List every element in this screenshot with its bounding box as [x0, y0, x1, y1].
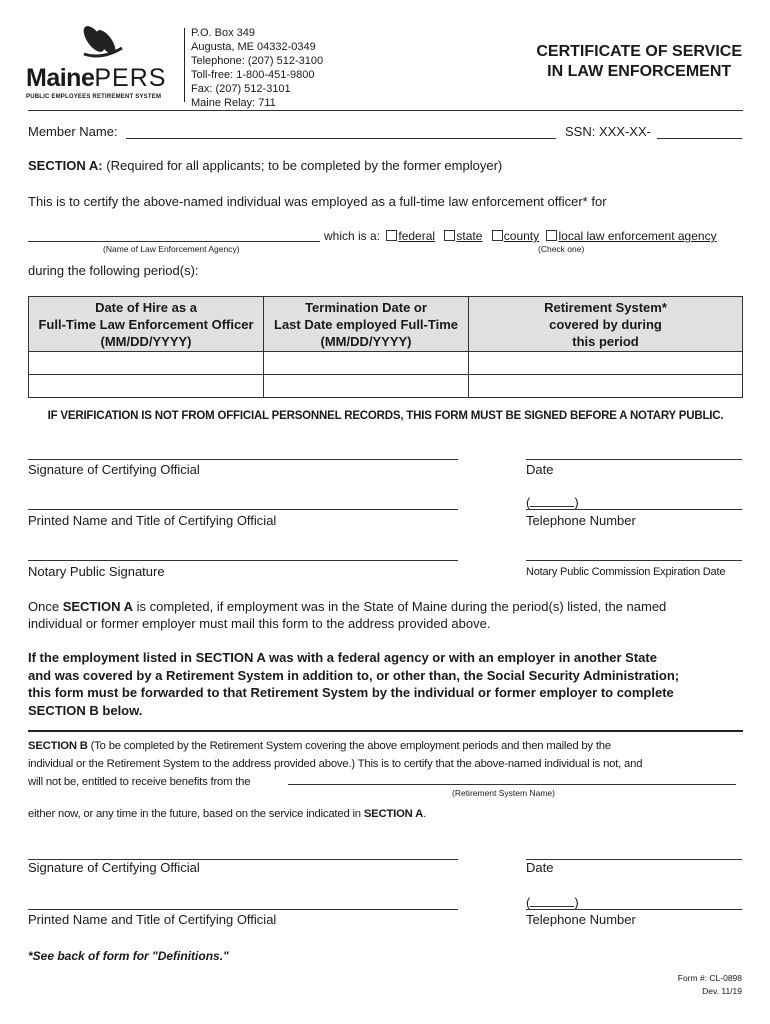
- form-number-block: [678, 972, 742, 998]
- section-b-text: SECTION B (To be completed by the Retirement System covering the above employment periods and then mailed by the individual or the Retirement System to the address provided above.) This is to certify that the above-named individual is not, and will not be, entitled to receive benefits from the: [28, 740, 643, 788]
- title-line-2: IN LAW ENFORCEMENT: [547, 63, 732, 80]
- agency-caption: (Name of Law Enforcement Agency): [103, 244, 240, 254]
- mailing-instructions: Once SECTION A is completed, if employment was in the State of Maine during the period(s) listed, the named individual or former employer must mail this form to the address provided above.: [28, 599, 667, 631]
- date-line[interactable]: [526, 847, 742, 860]
- ssn-field[interactable]: [657, 123, 742, 139]
- address-line: Augusta, ME 04332-0349: [191, 41, 316, 53]
- address-line: Toll-free: 1-800-451-9800: [191, 69, 315, 81]
- table-cell[interactable]: [469, 352, 743, 375]
- option-federal[interactable]: federal: [386, 229, 435, 243]
- notary-warning: IF VERIFICATION IS NOT FROM OFFICIAL PERSONNEL RECORDS, THIS FORM MUST BE SIGNED BEFORE A NOTARY PUBLIC.: [47, 410, 724, 422]
- printed-name-label: Printed Name and Title of Certifying Official: [28, 513, 277, 528]
- signature-label: Signature of Certifying Official: [28, 462, 200, 477]
- address-line: Fax: (207) 512-3101: [191, 83, 291, 95]
- printed-name-label: Printed Name and Title of Certifying Official: [28, 912, 277, 927]
- employment-periods-table: [28, 296, 743, 398]
- telephone-line[interactable]: ( ): [526, 895, 742, 910]
- table-header-row: [29, 297, 743, 352]
- telephone-label: Telephone Number: [526, 912, 636, 927]
- address-line: Telephone: (207) 512-3100: [191, 55, 324, 67]
- printed-name-line[interactable]: [28, 497, 458, 510]
- date-label: Date: [526, 462, 554, 477]
- printed-name-line[interactable]: [28, 897, 458, 910]
- member-name-field[interactable]: [126, 123, 556, 139]
- header-rule: [28, 110, 743, 111]
- notary-expiration-label: Notary Public Commission Expiration Date: [526, 566, 726, 578]
- notary-signature-line[interactable]: [28, 548, 458, 561]
- periods-label: during the following period(s):: [28, 263, 199, 278]
- col-retirement-system: Retirement System* covered by during this period: [469, 297, 743, 352]
- agency-name-field[interactable]: [28, 227, 320, 242]
- col-hire-date: Date of Hire as a Full-Time Law Enforcement Officer (MM/DD/YYYY): [29, 297, 264, 352]
- date-line[interactable]: [526, 447, 742, 460]
- leaf-icon: [76, 24, 126, 60]
- agency-type-options: [324, 229, 717, 243]
- form-title: [536, 42, 742, 82]
- table-cell[interactable]: [29, 352, 264, 375]
- option-county[interactable]: county: [492, 229, 539, 243]
- which-is-a-label: which is a:: [324, 229, 381, 243]
- table-cell[interactable]: [29, 375, 264, 398]
- signature-line[interactable]: [28, 847, 458, 860]
- check-one-caption: (Check one): [538, 244, 585, 254]
- table-row: [29, 375, 743, 398]
- section-b-closing: either now, or any time in the future, based on the service indicated in SECTION A.: [28, 808, 427, 820]
- signature-label: Signature of Certifying Official: [28, 860, 200, 875]
- address-line: Maine Relay: 711: [191, 97, 276, 109]
- member-name-label: Member Name:: [28, 124, 118, 139]
- checkbox[interactable]: [444, 230, 455, 241]
- logo-tagline: PUBLIC EMPLOYEES RETIREMENT SYSTEM: [26, 94, 162, 100]
- option-local[interactable]: local law enforcement agency: [546, 229, 716, 243]
- maine-pers-logo: [26, 24, 186, 104]
- table-cell[interactable]: [264, 375, 469, 398]
- header-divider: [184, 28, 185, 102]
- telephone-label: Telephone Number: [526, 513, 636, 528]
- checkbox[interactable]: [546, 230, 557, 241]
- table-row: [29, 352, 743, 375]
- checkbox[interactable]: [386, 230, 397, 241]
- option-state[interactable]: state: [444, 229, 482, 243]
- definitions-footnote: *See back of form for "Definitions.": [28, 949, 229, 963]
- address-line: P.O. Box 349: [191, 27, 256, 39]
- section-divider: [28, 730, 743, 732]
- table-cell[interactable]: [469, 375, 743, 398]
- date-label: Date: [526, 860, 554, 875]
- form-number: Form #: CL-0898: [677, 973, 742, 983]
- signature-line[interactable]: [28, 447, 458, 460]
- title-line-1: CERTIFICATE OF SERVICE: [536, 43, 742, 60]
- notary-expiration-line[interactable]: [526, 548, 742, 561]
- logo-wordmark: MainePERS: [26, 64, 167, 92]
- retirement-system-name-field[interactable]: [288, 772, 736, 785]
- forwarding-instructions: If the employment listed in SECTION A was with a federal agency or with an employer in another State and was covered by a Retirement System in addition to, or other than, the Social Security Administration; this form must be forwarded to that Retirement System by the individual or former employer to complete SECTION B below.: [28, 650, 680, 718]
- checkbox[interactable]: [492, 230, 503, 241]
- ssn-label: SSN: XXX-XX-: [565, 124, 651, 139]
- retirement-system-caption: (Retirement System Name): [452, 788, 555, 798]
- section-a-heading: SECTION A: (Required for all applicants; to be completed by the former employer): [28, 158, 503, 173]
- revision-date: Dev. 11/19: [702, 986, 742, 996]
- notary-signature-label: Notary Public Signature: [28, 564, 165, 579]
- certify-text: This is to certify the above-named individual was employed as a full-time law enforcement officer* for: [28, 194, 607, 209]
- telephone-line[interactable]: ( ): [526, 495, 742, 510]
- col-termination-date: Termination Date or Last Date employed Full-Time (MM/DD/YYYY): [264, 297, 469, 352]
- table-cell[interactable]: [264, 352, 469, 375]
- address-block: [191, 26, 323, 110]
